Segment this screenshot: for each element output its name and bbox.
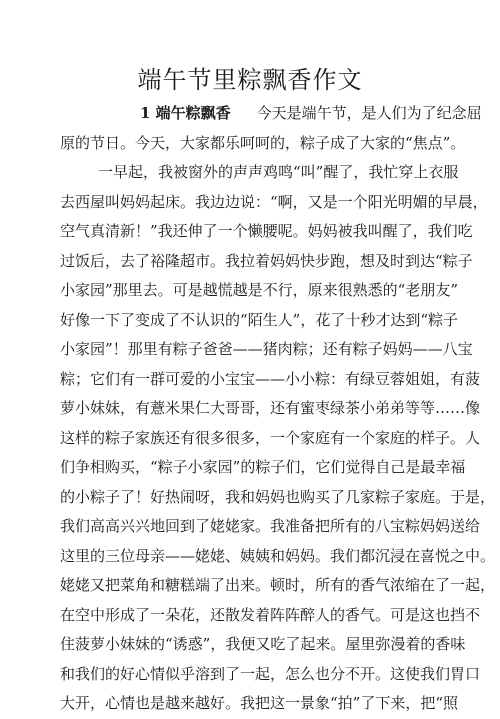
- text-line: 过饭后，去了裕隆超市。我拉着妈妈快步跑，想及时到达“粽子: [60, 251, 473, 270]
- text-line: 粽；它们有一群可爱的小宝宝——小小粽：有绿豆蓉姐姐，有菠: [60, 369, 481, 388]
- text-line: 萝小妹妹，有薏米果仁大哥哥，还有蜜枣绿茶小弟弟等等……像: [60, 399, 481, 417]
- text-line: 去西屋叫妈妈起床。我边边说：“啊，又是一个阳光明媚的早晨，: [60, 192, 488, 211]
- text-line: 们争相购买，“粽子小家园”的粽子们，它们觉得自己是最幸福: [60, 458, 466, 476]
- text-line: 好像一下了变成了不认识的“陌生人”，花了十秒才达到“粽子: [60, 310, 459, 329]
- text-line: 原的节日。今天，大家都乐呵呵的，粽子成了大家的“焦点”。: [60, 133, 466, 152]
- text-line: 空气真清新！”我还伸了一个懒腰呢。妈妈被我叫醒了，我们吃: [60, 222, 473, 240]
- section-heading: 1 端午粽飘香: [140, 104, 231, 122]
- page-title: 端午节里粽飘香作文: [137, 66, 363, 94]
- text-line: 和我们的好心情似乎溶到了一起，怎么也分不开。这使我们胃口: [60, 664, 481, 683]
- text-line: 姥姥又把菜角和糖糕端了出来。顿时，所有的香气浓缩在了一起，: [60, 576, 496, 594]
- text-line: 我们高高兴兴地回到了姥姥家。我准备把所有的八宝粽妈妈送给: [60, 517, 481, 535]
- text-line: [60, 99, 482, 129]
- text-line: 小家园”！那里有粽子爸爸——猪肉粽；还有粽子妈妈——八宝: [60, 340, 473, 358]
- text-line: 这里的三位母亲——姥姥、姨姨和妈妈。我们都沉浸在喜悦之中。: [60, 546, 496, 565]
- text-line: 大开，心情也是越来越好。我把这一景象“拍”了下来，把“照: [60, 694, 459, 712]
- text-line: 在空中形成了一朵花，还散发着阵阵醉人的香气。可是这也挡不: [60, 605, 481, 624]
- text-line-content: 今天是端午节，是人们为了纪念屈: [256, 104, 482, 122]
- text-line: 的小粽子了！好热闹呀，我和妈妈也购买了几家粽子家庭。于是，: [60, 487, 496, 506]
- text-line: 住菠萝小妹妹的“诱惑”，我便又吃了起来。屋里弥漫着的香味: [60, 635, 466, 653]
- essay-body: [60, 99, 496, 719]
- text-line: 这样的粽子家族还有很多很多，一个家庭有一个家庭的样子。人: [60, 428, 481, 447]
- text-line: 小家园”那里去。可是越慌越是不行，原来很熟悉的“老朋友”: [60, 281, 459, 299]
- text-line: 一早起，我被窗外的声声鸡鸣“叫”醒了，我忙穿上衣服: [98, 163, 459, 181]
